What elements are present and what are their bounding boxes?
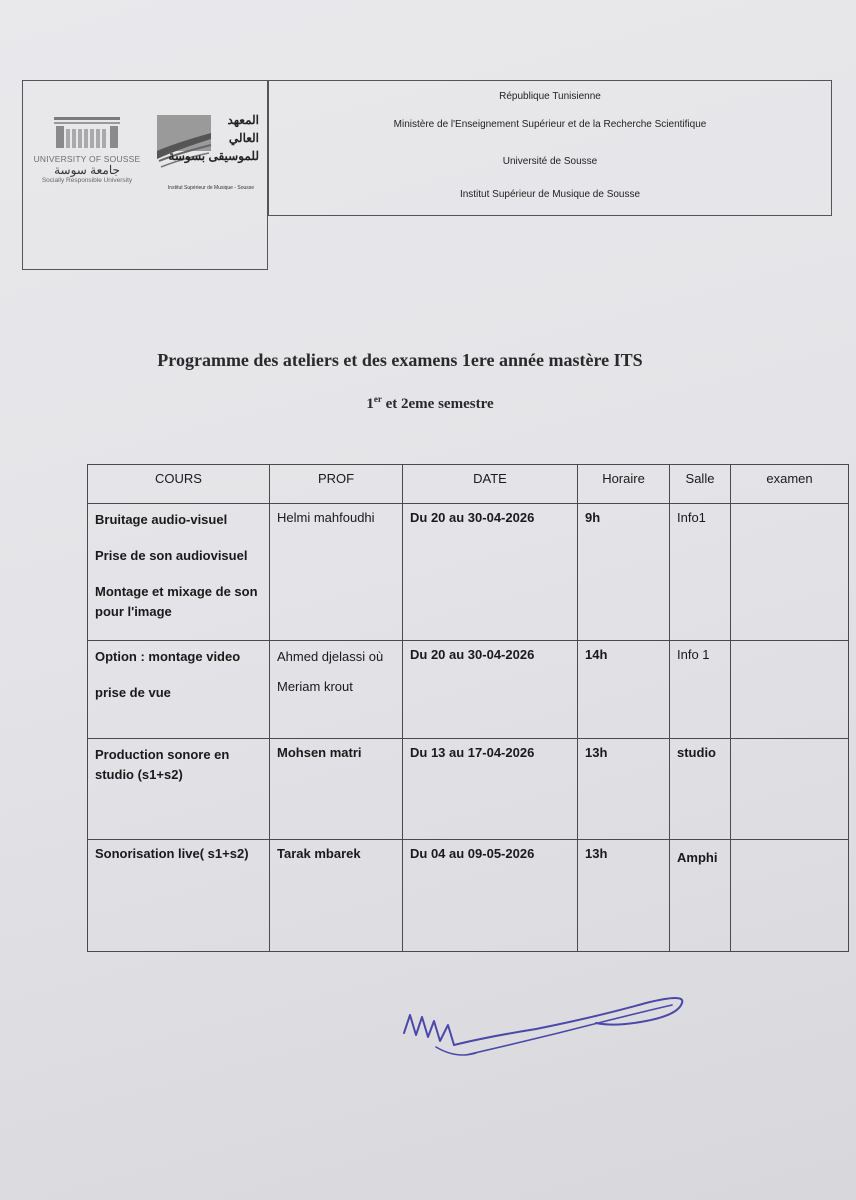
cell-examen — [731, 641, 849, 739]
cell-cours: Sonorisation live( s1+s2) — [88, 840, 270, 952]
cell-date: Du 04 au 09-05-2026 — [403, 840, 578, 952]
table-row — [88, 641, 849, 739]
ministry-line: Ministère de l'Enseignement Supérieur et de la Recherche Scientifique — [393, 119, 707, 130]
logo-box — [22, 80, 268, 270]
header-cours: COURS — [88, 465, 270, 504]
cell-prof: Ahmed djelassi où Meriam krout — [270, 641, 403, 739]
header-date: DATE — [403, 465, 578, 504]
university-logo-tagline: Socially Responsible University — [41, 177, 133, 184]
cell-examen — [731, 739, 849, 840]
university-building-icon — [52, 117, 122, 149]
table-row — [88, 840, 849, 952]
cell-salle: studio — [670, 739, 731, 840]
table-row — [88, 739, 849, 840]
cell-salle: Info 1 — [670, 641, 731, 739]
university-logo-name: UNIVERSITY OF SOUSSE — [33, 154, 141, 164]
cell-cours: Production sonore en studio (s1+s2) — [88, 739, 270, 840]
cell-prof: Tarak mbarek — [270, 840, 403, 952]
cell-date: Du 20 au 30-04-2026 — [403, 641, 578, 739]
header-horaire: Horaire — [578, 465, 670, 504]
country-line: République Tunisienne — [499, 91, 601, 102]
table-header-row — [88, 465, 849, 504]
cell-horaire: 14h — [578, 641, 670, 739]
table-row — [88, 504, 849, 641]
institution-info-box — [268, 80, 832, 216]
institute-logo-french: Institut Supérieur de Musique - Sousse — [167, 185, 255, 191]
signature — [396, 985, 696, 1075]
cell-date: Du 13 au 17-04-2026 — [403, 739, 578, 840]
document-title: Programme des ateliers et des examens 1ere année mastère ITS — [157, 350, 643, 370]
header-examen: examen — [731, 465, 849, 504]
schedule-table — [87, 464, 849, 952]
letterhead — [22, 80, 832, 272]
university-logo-arabic: جامعة سوسة — [54, 163, 120, 177]
document-subtitle: 1er et 2eme semestre — [366, 394, 494, 412]
cell-cours: Option : montage video prise de vue — [88, 641, 270, 739]
cell-salle: Amphi — [670, 840, 731, 952]
header-salle: Salle — [670, 465, 731, 504]
cell-horaire: 9h — [578, 504, 670, 641]
cell-prof: Helmi mahfoudhi — [270, 504, 403, 641]
cell-horaire: 13h — [578, 739, 670, 840]
cell-prof: Mohsen matri — [270, 739, 403, 840]
cell-salle: Info1 — [670, 504, 731, 641]
cell-date: Du 20 au 30-04-2026 — [403, 504, 578, 641]
institute-logo-arabic: المعهد العالي للموسيقى بسوسة — [168, 113, 259, 163]
institute-line: Institut Supérieur de Musique de Sousse — [459, 189, 641, 200]
university-line: Université de Sousse — [502, 156, 598, 167]
cell-horaire: 13h — [578, 840, 670, 952]
header-prof: PROF — [270, 465, 403, 504]
university-logo — [25, 117, 149, 184]
cell-examen — [731, 504, 849, 641]
cell-examen — [731, 840, 849, 952]
cell-cours: Bruitage audio-visuel Prise de son audiovisuel Montage et mixage de son pour l'image — [88, 504, 270, 641]
